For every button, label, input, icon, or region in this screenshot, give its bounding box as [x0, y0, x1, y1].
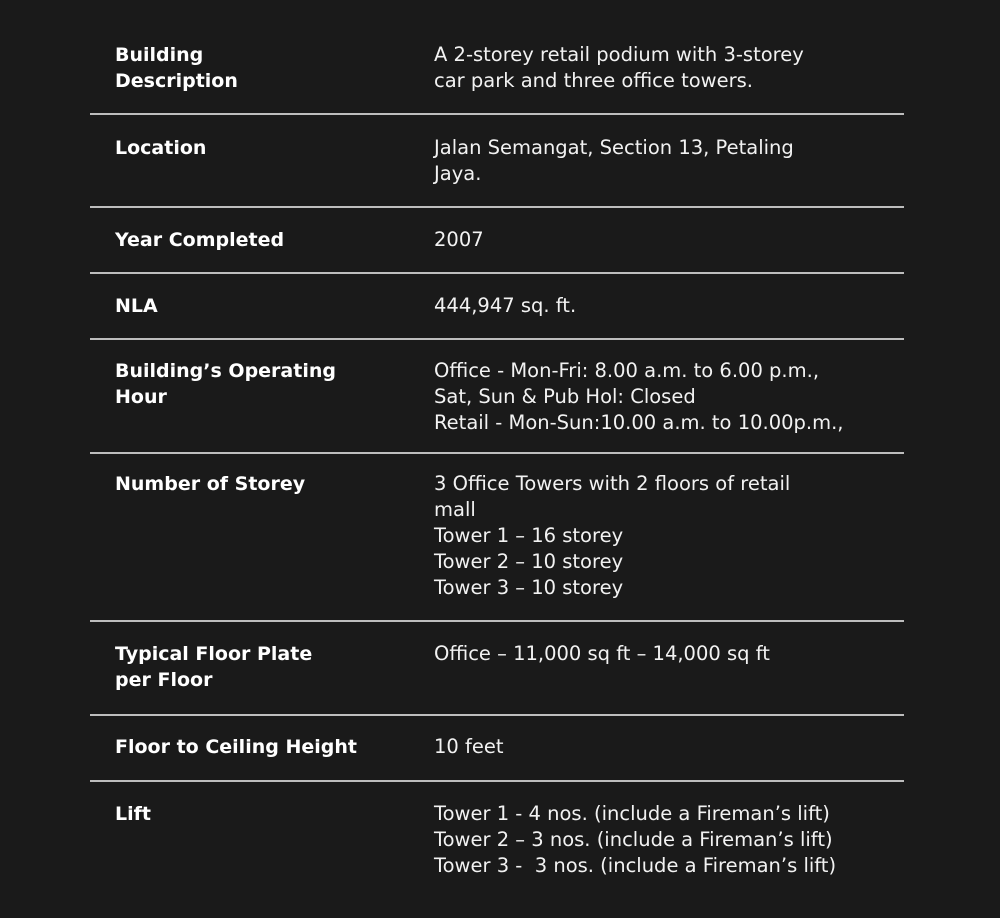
spec-label: [115, 734, 385, 760]
label-line: Floor to Ceiling Height: [115, 736, 357, 758]
spec-label: [115, 42, 385, 94]
label-line: Hour: [115, 386, 167, 408]
value-line: Tower 3 - 3 nos. (include a Fireman’s lift): [434, 854, 837, 877]
spec-label: [115, 135, 385, 161]
spec-value: [434, 227, 894, 253]
spec-row-floor-to-ceiling: [90, 716, 904, 782]
spec-row-location: [90, 115, 904, 208]
spec-value: [434, 471, 894, 601]
value-line: 3 Office Towers with 2 floors of retail: [434, 472, 791, 495]
spec-label: [115, 641, 385, 693]
label-line: Year Completed: [115, 229, 285, 251]
spec-label: [115, 801, 385, 827]
spec-row-operating-hour: [90, 340, 904, 454]
value-line: Sat, Sun & Pub Hol: Closed: [434, 385, 696, 408]
spec-row-typical-floor-plate: [90, 622, 904, 716]
spec-label: [115, 293, 385, 319]
spec-value: [434, 293, 894, 319]
spec-row-nla: [90, 274, 904, 340]
spec-label: [115, 471, 385, 497]
value-line: Jaya.: [434, 162, 482, 185]
spec-row-building-description: [90, 0, 904, 115]
label-line: Location: [115, 137, 207, 159]
value-line: Office – 11,000 sq ft – 14,000 sq ft: [434, 642, 770, 665]
label-line: per Floor: [115, 669, 213, 691]
value-line: car park and three office towers.: [434, 69, 753, 92]
spec-value: [434, 734, 894, 760]
spec-label: [115, 358, 385, 410]
value-line: Office - Mon-Fri: 8.00 a.m. to 6.00 p.m.,: [434, 359, 820, 382]
spec-row-number-of-storey: [90, 454, 904, 622]
spec-value: [434, 801, 894, 879]
value-line: Tower 1 - 4 nos. (include a Fireman’s lift): [434, 802, 830, 825]
value-line: A 2-storey retail podium with 3-storey: [434, 43, 804, 66]
spec-row-year-completed: [90, 208, 904, 274]
label-line: Building: [115, 44, 204, 66]
spec-value: [434, 641, 894, 667]
spec-label: [115, 227, 385, 253]
value-line: Tower 3 – 10 storey: [434, 576, 624, 599]
label-line: Lift: [115, 803, 151, 825]
value-line: Tower 2 – 3 nos. (include a Fireman’s lift): [434, 828, 833, 851]
label-line: Building’s Operating: [115, 360, 336, 382]
label-line: Description: [115, 70, 238, 92]
label-line: Typical Floor Plate: [115, 643, 313, 665]
spec-value: [434, 358, 894, 436]
spec-row-lift: [90, 782, 904, 892]
value-line: 10 feet: [434, 735, 504, 758]
value-line: 2007: [434, 228, 484, 251]
value-line: Tower 1 – 16 storey: [434, 524, 624, 547]
label-line: NLA: [115, 295, 158, 317]
value-line: Tower 2 – 10 storey: [434, 550, 624, 573]
value-line: 444,947 sq. ft.: [434, 294, 577, 317]
value-line: Retail - Mon-Sun:10.00 a.m. to 10.00p.m.,: [434, 411, 844, 434]
label-line: Number of Storey: [115, 473, 306, 495]
value-line: Jalan Semangat, Section 13, Petaling: [434, 136, 794, 159]
spec-value: [434, 135, 894, 187]
spec-value: [434, 42, 894, 94]
value-line: mall: [434, 498, 476, 521]
